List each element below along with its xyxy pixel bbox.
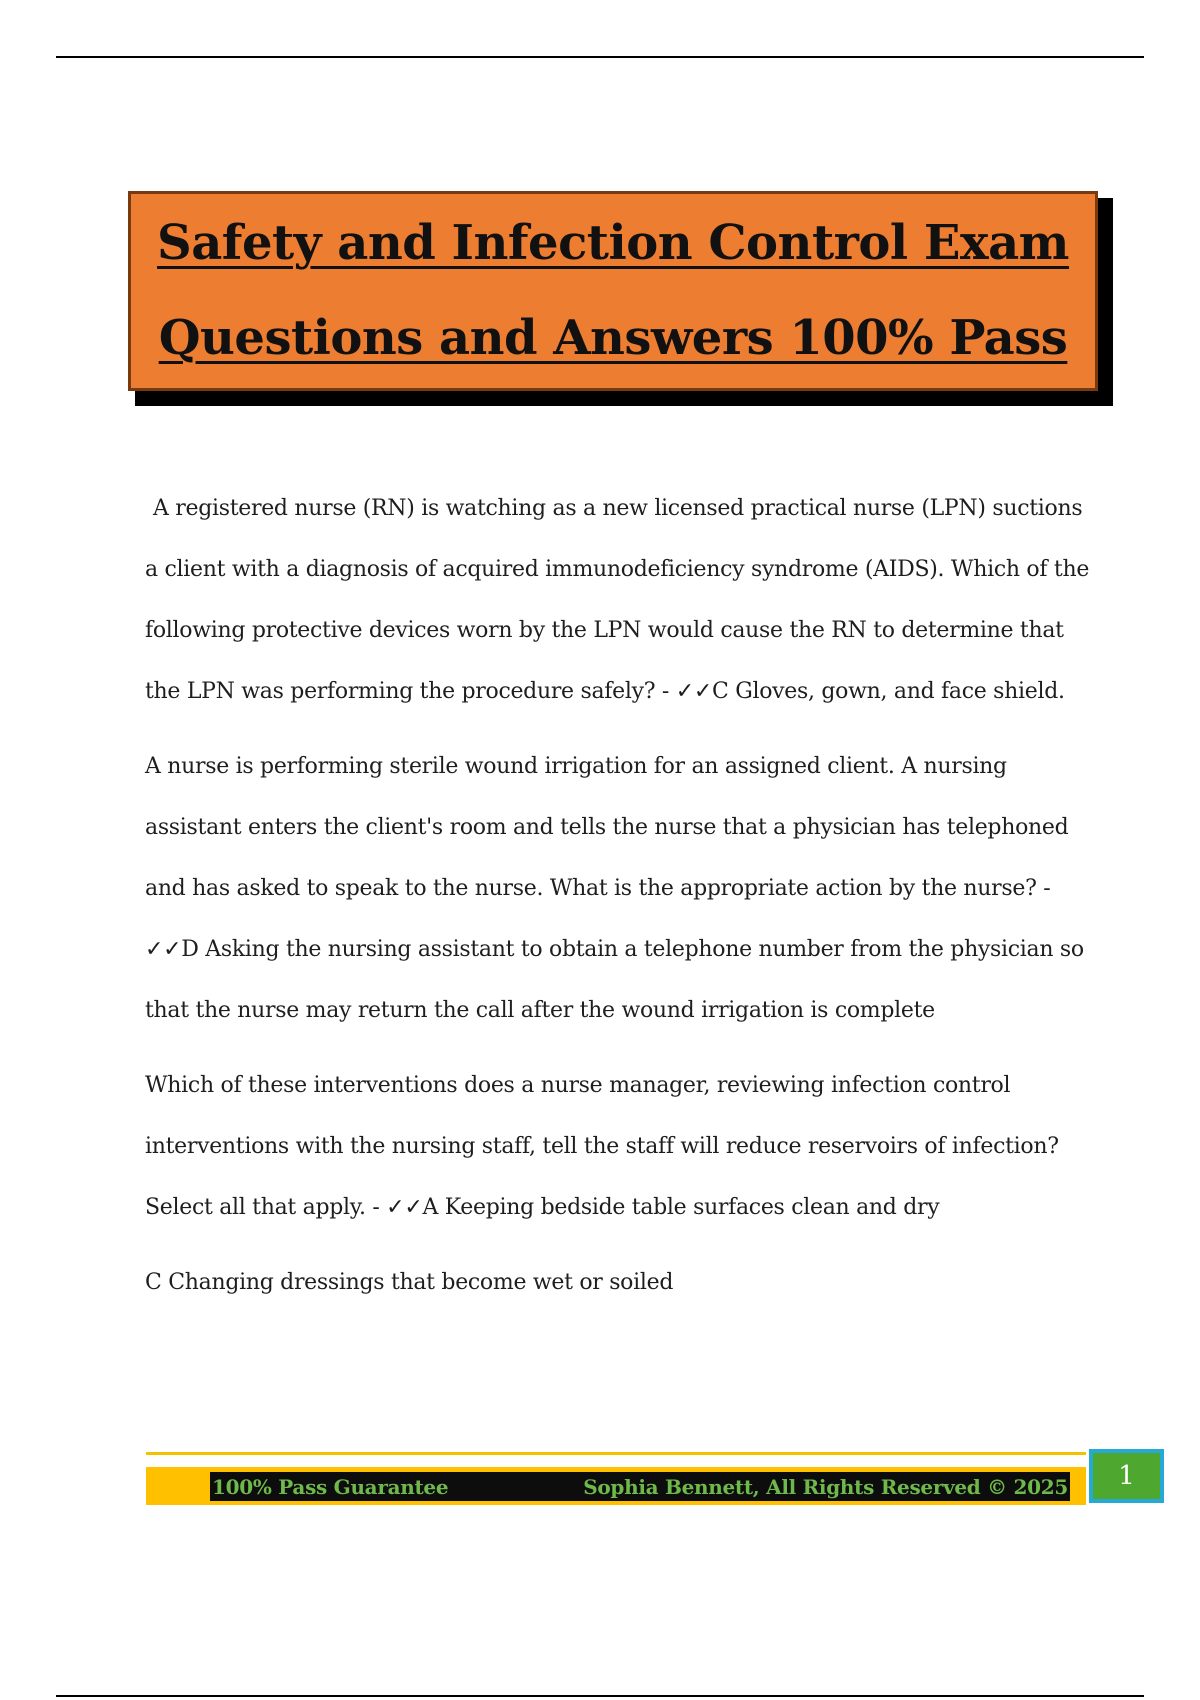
- footer-banner: [210, 1472, 1070, 1501]
- footer-guarantee-text: 100% Pass Guarantee: [212, 1474, 449, 1499]
- document-body: [145, 478, 1095, 1327]
- question-paragraph-1: A registered nurse (RN) is watching as a new licensed practical nurse (LPN) suctions a client with a diagnosis of acquired immunodeficiency syndrome (AIDS). Which of the following protective devices worn by the LPN would cause the RN to determine that the LPN was performing the procedure safely? - ✓✓C Gloves, gown, and face shield.: [145, 496, 1090, 704]
- page-number: 1: [1118, 1461, 1135, 1491]
- bottom-rule: [56, 1695, 1144, 1697]
- title-line-1: Safety and Infection Control Exam: [157, 215, 1069, 271]
- footer-copyright-text: Sophia Bennett, All Rights Reserved © 2025: [583, 1474, 1068, 1499]
- title-line-2: Questions and Answers 100% Pass: [158, 310, 1068, 366]
- header-rule: [56, 56, 1144, 58]
- footer-rule: [146, 1452, 1086, 1455]
- answer-continuation: C Changing dressings that become wet or soiled: [145, 1270, 674, 1295]
- question-paragraph-3: Which of these interventions does a nurse manager, reviewing infection control interventions with the nursing staff, tell the staff will reduce reservoirs of infection? Select all that apply. - ✓✓A Keeping bedside table surfaces clean and dry: [145, 1073, 1059, 1220]
- question-paragraph-2: A nurse is performing sterile wound irrigation for an assigned client. A nursing assistant enters the client's room and tells the nurse that a physician has telephoned and has asked to speak to the nurse. What is the appropriate action by the nurse? - ✓✓D Asking the nursing assistant to obtain a telephone number from the physician so that the nurse may return the call after the wound irrigation is complete: [145, 754, 1084, 1023]
- page-number-box: [1089, 1449, 1164, 1503]
- title-box: [128, 191, 1098, 391]
